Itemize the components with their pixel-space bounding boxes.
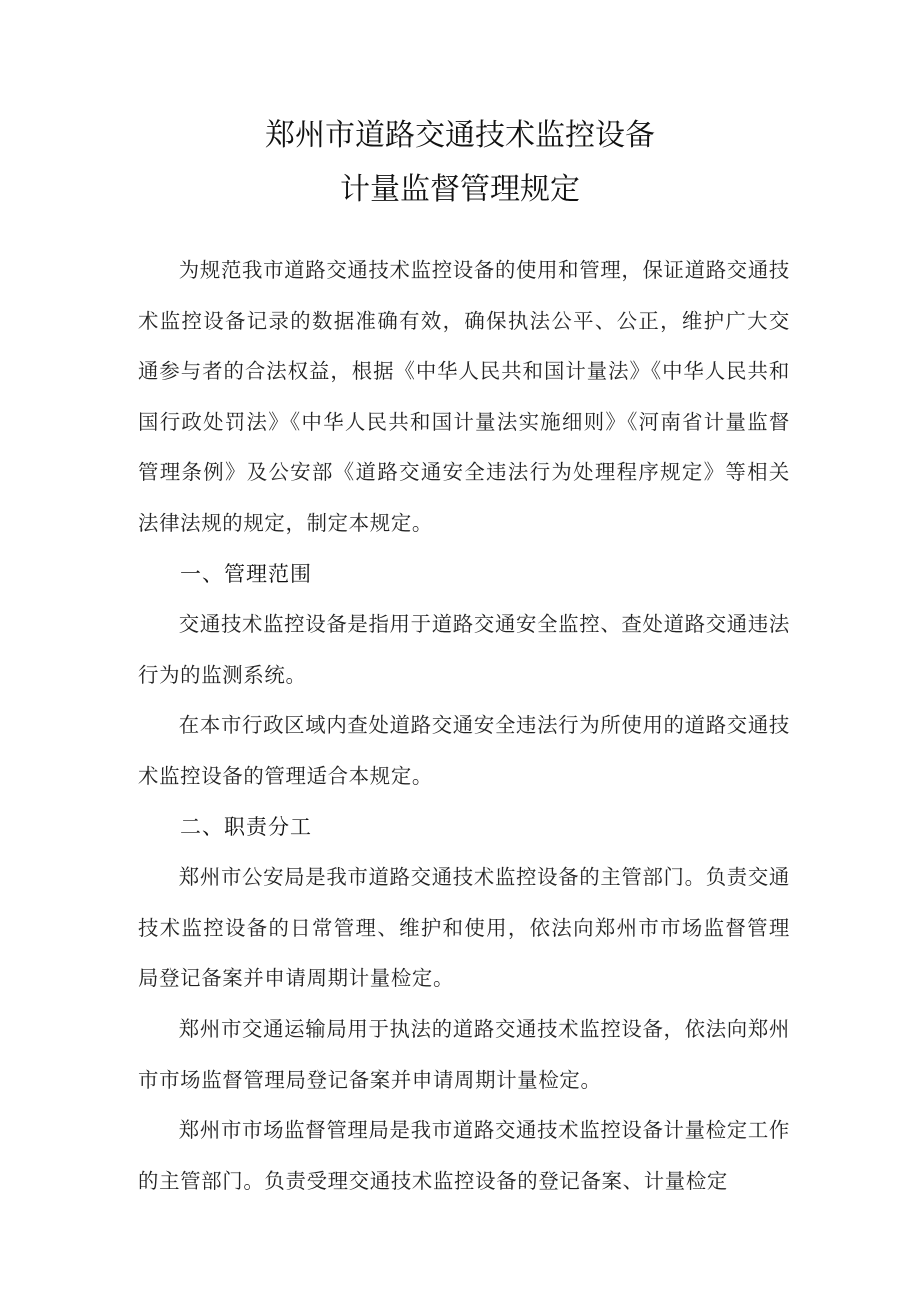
intro-paragraph: 为规范我市道路交通技术监控设备的使用和管理，保证道路交通技术监控设备记录的数据准确有效，确保执法公平、公正，维护广大交通参与者的合法权益，根据《中华人民共和国计量法》《中华人民共和国行政处罚法》《中华人民共和国计量法实施细则》《河南省计量监督管理条例》及公安部《道路交通安全违法行为处理程序规定》等相关法律法规的规定，制定本规定。 [138,258,790,535]
body-paragraph: 在本市行政区域内查处道路交通安全违法行为所使用的道路交通技术监控设备的管理适合本规定。 [138,713,790,788]
body-paragraph: 郑州市公安局是我市道路交通技术监控设备的主管部门。负责交通技术监控设备的日常管理、维护和使用，依法向郑州市市场监督管理局登记备案并申请周期计量检定。 [138,865,790,991]
section-heading-scope: 一、管理范围 [180,561,312,586]
body-paragraph: 郑州市交通运输局用于执法的道路交通技术监控设备，依法向郑州市市场监督管理局登记备案并申请周期计量检定。 [138,1016,790,1092]
document-title-line-2: 计量监督管理规定 [340,172,580,207]
body-paragraph: 郑州市市场监督管理局是我市道路交通技术监控设备计量检定工作的主管部门。负责受理交通技术监控设备的登记备案、计量检定 [138,1118,790,1193]
document-body [138,245,790,1206]
body-paragraph: 交通技术监控设备是指用于道路交通安全监控、查处道路交通违法行为的监测系统。 [138,612,790,687]
document-title-line-1: 郑州市道路交通技术监控设备 [265,118,655,153]
section-heading-duties: 二、职责分工 [180,814,312,839]
